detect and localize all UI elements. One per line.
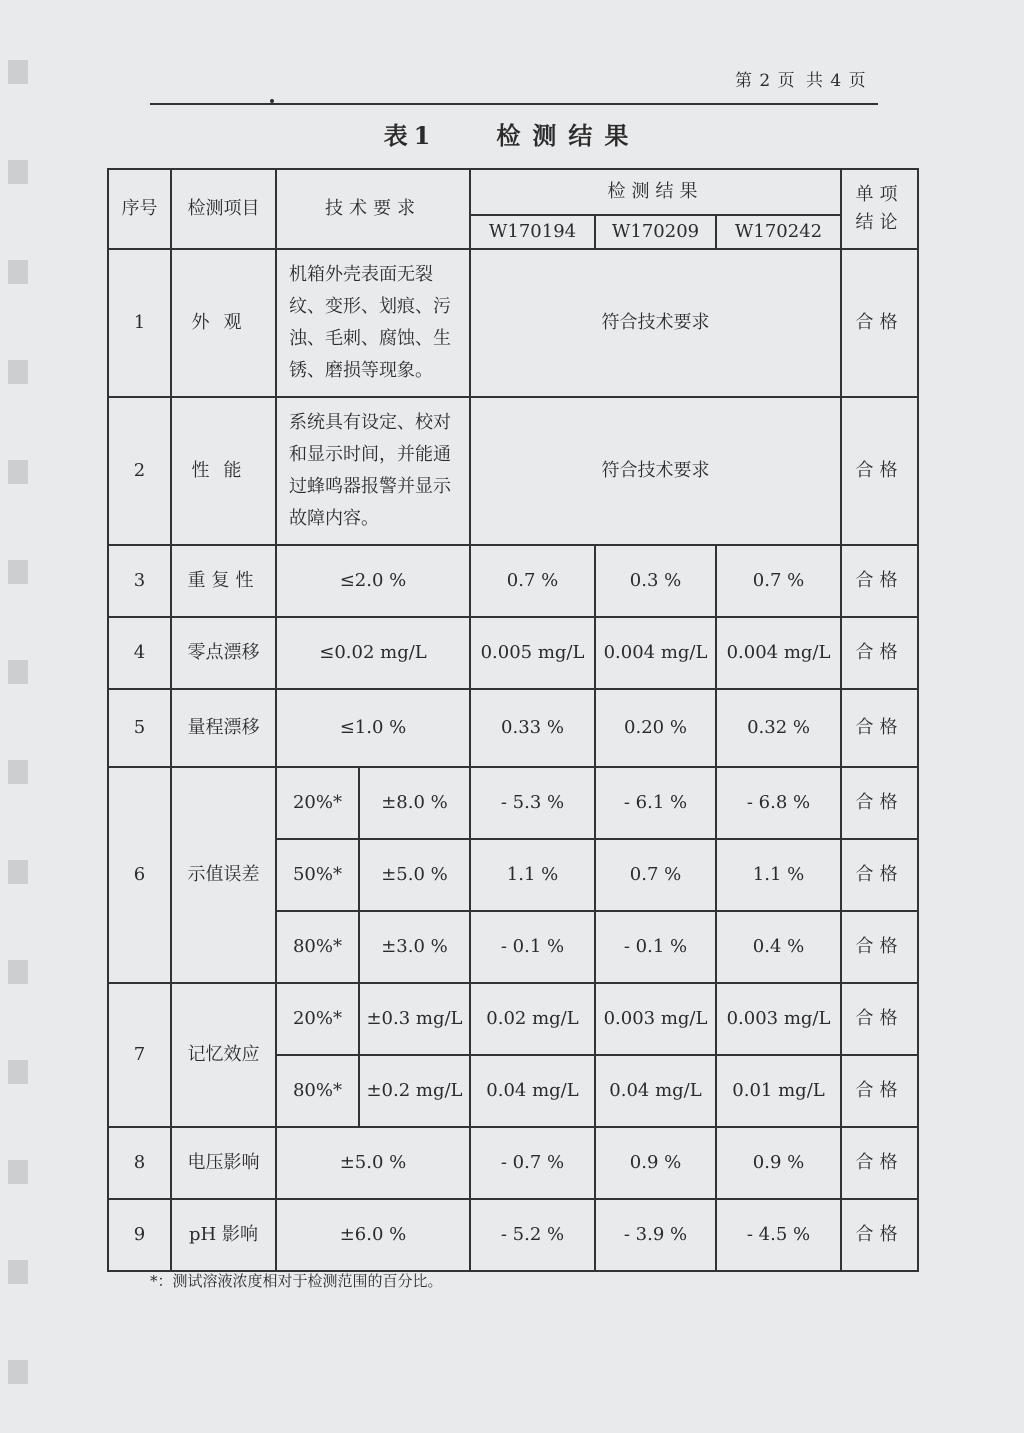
result-value: 0.9 % (716, 1127, 841, 1199)
row-conclusion: 合格 (841, 767, 918, 839)
table-row (108, 1127, 918, 1199)
sample-id: W170209 (595, 215, 716, 249)
row-conclusion: 合格 (841, 545, 918, 617)
result-value: 0.04 mg/L (595, 1055, 716, 1127)
table-row (108, 983, 918, 1055)
result-value: - 4.5 % (716, 1199, 841, 1271)
header-results: 检测结果 (470, 169, 841, 215)
sample-id: W170194 (470, 215, 595, 249)
result-value: 0.4 % (716, 911, 841, 983)
table-title (0, 116, 1024, 151)
result-value: - 0.1 % (470, 911, 595, 983)
result-value: - 5.2 % (470, 1199, 595, 1271)
result-value: 1.1 % (716, 839, 841, 911)
results-table (107, 168, 919, 1272)
result-value: 0.02 mg/L (470, 983, 595, 1055)
result-value: 0.004 mg/L (716, 617, 841, 689)
binding-margin-marks (8, 0, 28, 1433)
row-requirement: ±0.3 mg/L (359, 983, 470, 1055)
header-item: 检测项目 (171, 169, 276, 249)
row-seq: 1 (108, 249, 171, 397)
header-seq: 序号 (108, 169, 171, 249)
row-conclusion: 合格 (841, 249, 918, 397)
table-row (108, 249, 918, 397)
row-result: 符合技术要求 (470, 249, 841, 397)
table-row (108, 397, 918, 545)
table-row (108, 1199, 918, 1271)
row-conclusion: 合格 (841, 617, 918, 689)
result-value: 0.7 % (716, 545, 841, 617)
result-value: 0.9 % (595, 1127, 716, 1199)
row-conclusion: 合格 (841, 689, 918, 767)
row-result: 符合技术要求 (470, 397, 841, 545)
result-value: - 6.8 % (716, 767, 841, 839)
header-rule (150, 103, 878, 105)
row-item: 示值误差 (171, 767, 276, 983)
row-item: 量程漂移 (171, 689, 276, 767)
total-pages-label: 共 4 页 (806, 71, 867, 91)
header-conclusion-line2: 结论 (855, 212, 904, 233)
row-conclusion: 合格 (841, 397, 918, 545)
row-conclusion: 合格 (841, 1199, 918, 1271)
row-conclusion: 合格 (841, 1055, 918, 1127)
row-seq: 4 (108, 617, 171, 689)
result-value: 0.04 mg/L (470, 1055, 595, 1127)
row-item: 外观 (171, 249, 276, 397)
result-value: - 3.9 % (595, 1199, 716, 1271)
row-requirement: ±6.0 % (276, 1199, 470, 1271)
row-requirement: ±5.0 % (359, 839, 470, 911)
table-title-text: 检测结果 (496, 121, 641, 150)
result-value: 0.004 mg/L (595, 617, 716, 689)
row-seq: 6 (108, 767, 171, 983)
row-item: 零点漂移 (171, 617, 276, 689)
table-number: 表1 (383, 121, 437, 150)
header-conclusion (841, 169, 918, 249)
row-seq: 5 (108, 689, 171, 767)
table-row (108, 689, 918, 767)
row-requirement: ±8.0 % (359, 767, 470, 839)
result-value: 0.7 % (595, 839, 716, 911)
table-row (108, 545, 918, 617)
row-item: 重复性 (171, 545, 276, 617)
row-requirement: ≤2.0 % (276, 545, 470, 617)
row-seq: 2 (108, 397, 171, 545)
row-item: pH 影响 (171, 1199, 276, 1271)
result-value: 0.003 mg/L (716, 983, 841, 1055)
footnote: *：测试溶液浓度相对于检测范围的百分比。 (150, 1272, 443, 1290)
table-row (108, 617, 918, 689)
concentration-level: 20%* (276, 767, 359, 839)
result-value: 1.1 % (470, 839, 595, 911)
row-seq: 9 (108, 1199, 171, 1271)
row-conclusion: 合格 (841, 983, 918, 1055)
row-requirement: ±3.0 % (359, 911, 470, 983)
row-item: 记忆效应 (171, 983, 276, 1127)
row-seq: 7 (108, 983, 171, 1127)
page-number (735, 66, 871, 91)
concentration-level: 80%* (276, 1055, 359, 1127)
row-requirement: 系统具有设定、校对和显示时间，并能通过蜂鸣器报警并显示故障内容。 (276, 397, 470, 545)
row-item: 电压影响 (171, 1127, 276, 1199)
table-row (108, 767, 918, 839)
header-dot (270, 99, 274, 103)
header-conclusion-line1: 单项 (855, 183, 904, 205)
result-value: 0.005 mg/L (470, 617, 595, 689)
result-value: 0.003 mg/L (595, 983, 716, 1055)
result-value: 0.01 mg/L (716, 1055, 841, 1127)
concentration-level: 20%* (276, 983, 359, 1055)
result-value: 0.33 % (470, 689, 595, 767)
row-requirement: 机箱外壳表面无裂纹、变形、划痕、污浊、毛刺、腐蚀、生锈、磨损等现象。 (276, 249, 470, 397)
header-requirement: 技术要求 (276, 169, 470, 249)
header-row (108, 169, 918, 215)
row-requirement: ≤1.0 % (276, 689, 470, 767)
concentration-level: 50%* (276, 839, 359, 911)
result-value: 0.32 % (716, 689, 841, 767)
result-value: - 0.1 % (595, 911, 716, 983)
row-requirement: ±0.2 mg/L (359, 1055, 470, 1127)
row-requirement: ≤0.02 mg/L (276, 617, 470, 689)
result-value: 0.3 % (595, 545, 716, 617)
result-value: - 0.7 % (470, 1127, 595, 1199)
result-value: - 6.1 % (595, 767, 716, 839)
concentration-level: 80%* (276, 911, 359, 983)
sample-id: W170242 (716, 215, 841, 249)
result-value: 0.7 % (470, 545, 595, 617)
result-value: - 5.3 % (470, 767, 595, 839)
row-conclusion: 合格 (841, 839, 918, 911)
result-value: 0.20 % (595, 689, 716, 767)
row-conclusion: 合格 (841, 911, 918, 983)
row-requirement: ±5.0 % (276, 1127, 470, 1199)
row-seq: 8 (108, 1127, 171, 1199)
row-item: 性能 (171, 397, 276, 545)
page-label: 第 2 页 (735, 71, 796, 91)
row-seq: 3 (108, 545, 171, 617)
row-conclusion: 合格 (841, 1127, 918, 1199)
